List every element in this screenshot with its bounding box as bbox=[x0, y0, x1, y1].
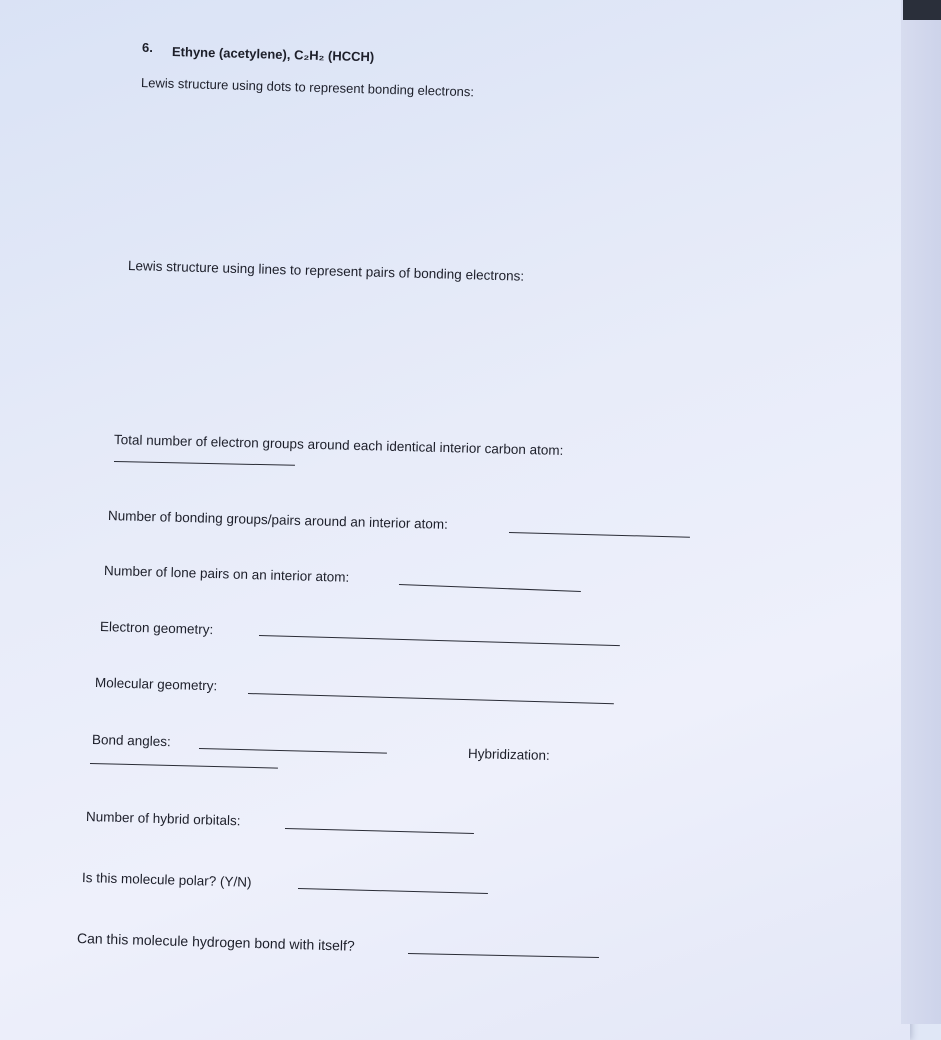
polar-answer[interactable] bbox=[298, 888, 488, 894]
polar-prompt: Is this molecule polar? (Y/N) bbox=[81, 870, 252, 890]
question-number: 6. bbox=[142, 40, 153, 55]
hydrogen-bond-prompt: Can this molecule hydrogen bond with itself? bbox=[76, 930, 355, 954]
total-groups-answer[interactable] bbox=[114, 461, 295, 466]
electron-geometry-answer[interactable] bbox=[259, 635, 620, 646]
hydrogen-bond-answer[interactable] bbox=[408, 953, 599, 958]
lewis-lines-prompt: Lewis structure using lines to represent pairs of bonding electrons: bbox=[127, 258, 525, 284]
electron-geometry-prompt: Electron geometry: bbox=[99, 619, 214, 638]
molecular-geometry-answer[interactable] bbox=[248, 693, 614, 704]
bond-angles-prompt: Bond angles: bbox=[91, 732, 171, 750]
bonding-groups-prompt: Number of bonding groups/pairs around an interior atom: bbox=[107, 508, 449, 532]
total-groups-prompt: Total number of electron groups around each identical interior carbon atom: bbox=[113, 432, 564, 458]
hybrid-orbitals-answer[interactable] bbox=[285, 828, 474, 834]
molecular-geometry-prompt: Molecular geometry: bbox=[94, 675, 218, 694]
lone-pairs-prompt: Number of lone pairs on an interior atom: bbox=[103, 563, 350, 585]
bond-angles-answer-extra[interactable] bbox=[90, 763, 278, 769]
bonding-groups-answer[interactable] bbox=[509, 532, 690, 538]
lewis-dots-prompt: Lewis structure using dots to represent bonding electrons: bbox=[140, 75, 475, 100]
question-title: Ethyne (acetylene), C₂H₂ (HCCH) bbox=[171, 44, 375, 65]
lone-pairs-answer[interactable] bbox=[399, 584, 581, 592]
hybridization-prompt: Hybridization: bbox=[467, 746, 550, 763]
bond-angles-answer[interactable] bbox=[199, 748, 387, 754]
hybrid-orbitals-prompt: Number of hybrid orbitals: bbox=[85, 809, 241, 829]
